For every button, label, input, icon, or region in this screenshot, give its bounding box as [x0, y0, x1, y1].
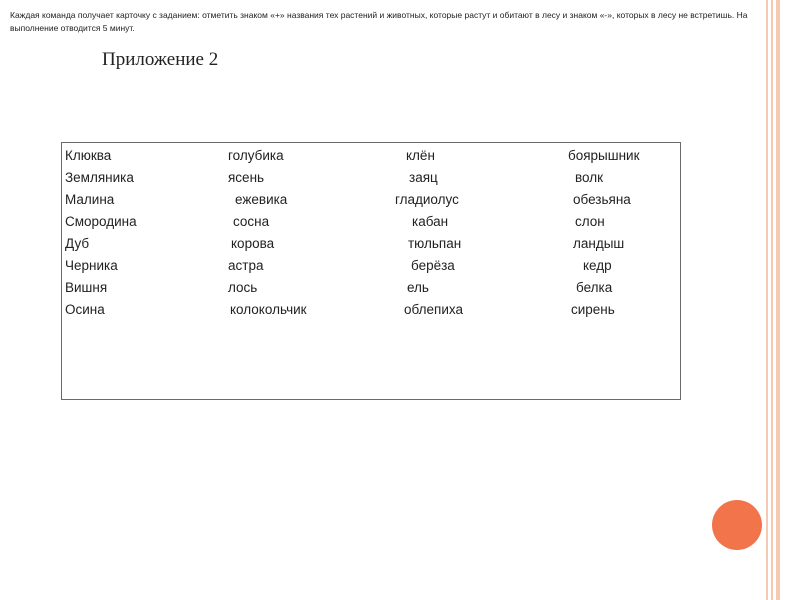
appendix-title: Приложение 2 [102, 49, 219, 70]
table-cell: голубика [228, 148, 284, 163]
table-cell: ежевика [235, 192, 288, 207]
table-cell: сирень [571, 302, 615, 317]
table-cell: клён [406, 148, 435, 163]
table-cell: Земляника [65, 170, 134, 185]
orange-circle-decoration [712, 500, 762, 550]
table-cell: кабан [412, 214, 449, 229]
table-cell: заяц [409, 170, 438, 185]
table-cell: астра [228, 258, 264, 273]
table-cell: ясень [228, 170, 265, 185]
table-cell: кедр [583, 258, 612, 273]
table-cell: волк [575, 170, 604, 185]
table-cell: сосна [233, 214, 270, 229]
table-cell: ель [407, 280, 429, 295]
decorative-stripe [771, 0, 773, 600]
table-cell: тюльпан [408, 236, 462, 251]
table-cell: Осина [65, 302, 105, 317]
table-cell: Смородина [65, 214, 137, 229]
table-cell: слон [575, 214, 605, 229]
table-cell: ландыш [573, 236, 625, 251]
task-instruction: Каждая команда получает карточку с заданием: отметить знаком «+» названия тех растений и животных, которые растут и обитают в лесу и знаком «-», которых в лесу не встретишь. На выполнение отводится 5 минут. [10, 10, 748, 33]
table-cell: Дуб [65, 236, 90, 251]
table-cell: берёза [411, 258, 455, 273]
table-cell: Вишня [65, 280, 108, 295]
table-cell: белка [576, 280, 613, 295]
table-cell: корова [231, 236, 275, 251]
word-table [61, 142, 681, 400]
table-cell: боярышник [568, 148, 640, 163]
table-cell: гладиолус [395, 192, 459, 207]
table-cell: Малина [65, 192, 115, 207]
table-cell: колокольчик [230, 302, 307, 317]
decorative-stripe [776, 0, 780, 600]
table-cell: лось [228, 280, 258, 295]
table-cell: Черника [65, 258, 118, 273]
table-cell: обезьяна [573, 192, 631, 207]
table-cell: Клюква [65, 148, 112, 163]
decorative-stripe [766, 0, 768, 600]
table-cell: облепиха [404, 302, 463, 317]
